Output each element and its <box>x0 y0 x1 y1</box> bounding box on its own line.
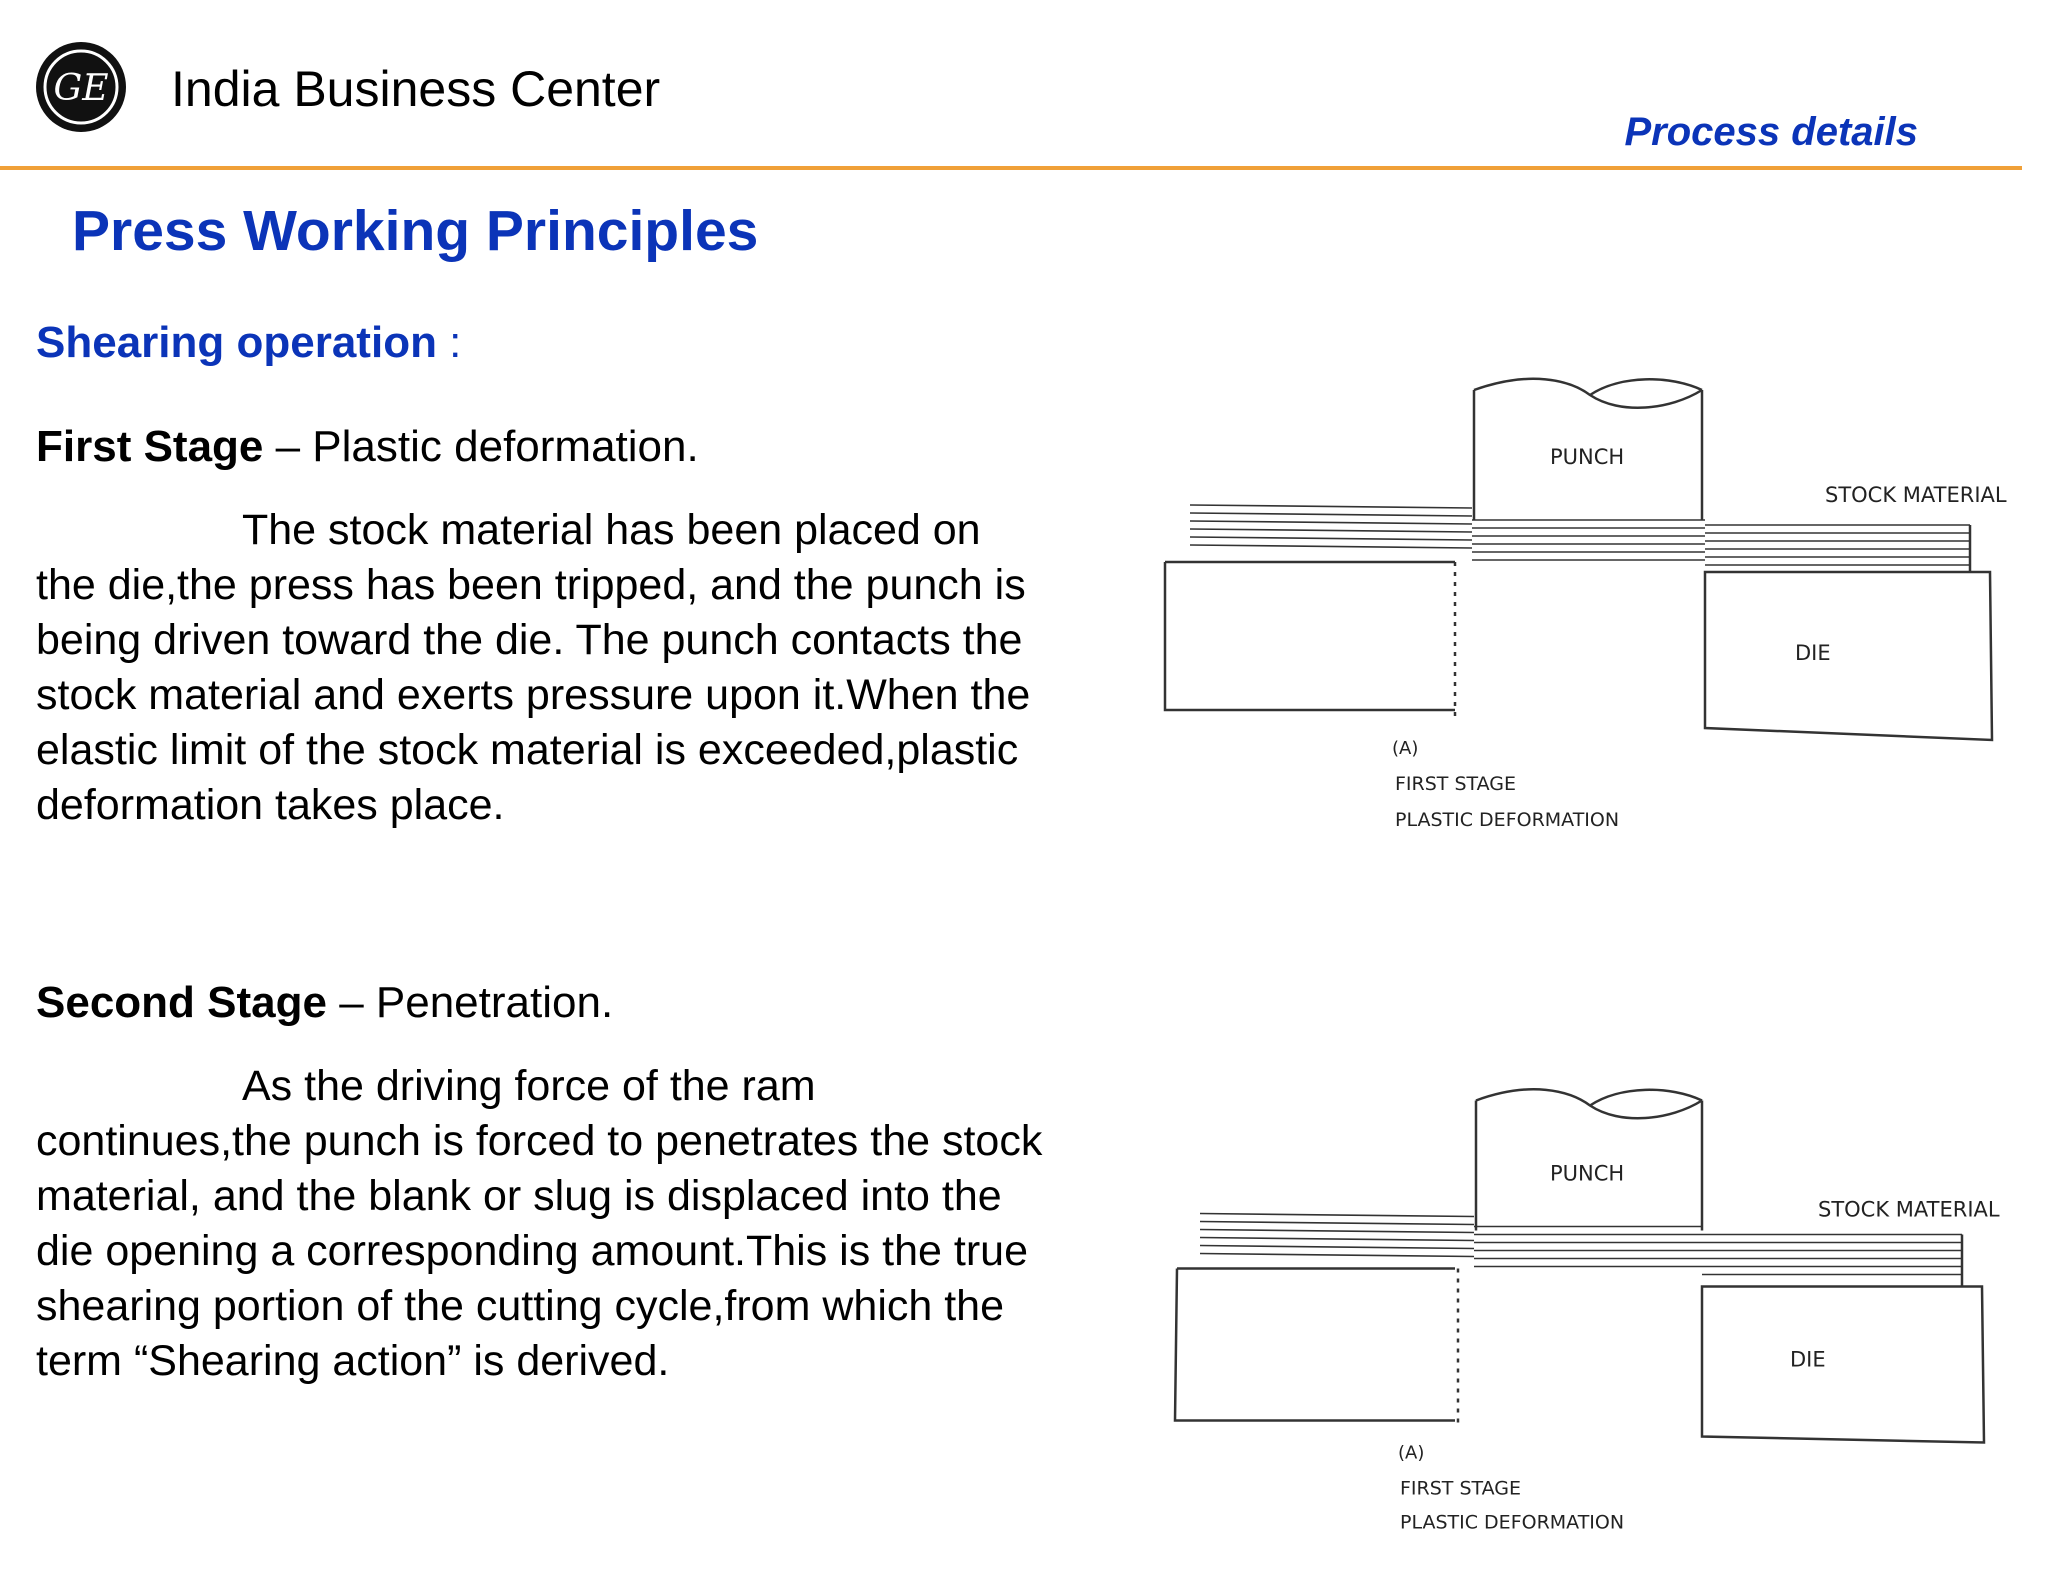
diagram-tag: (A) <box>1398 1442 1425 1464</box>
second-stage-label: Second Stage <box>36 978 327 1027</box>
subtitle <box>36 318 461 368</box>
diagram-caption: PLASTIC DEFORMATION <box>1395 809 1620 831</box>
punch-label: PUNCH <box>1550 1161 1625 1186</box>
second-stage-body: As the driving force of the ram continues,the punch is forced to penetrates the stock material, and the blank or slug is displaced into the die opening a corresponding amount.This is the true shearing portion of the cutting cycle,from which the term “Shearing action” is derived. <box>36 1062 1043 1385</box>
subtitle-text: Shearing operation <box>36 318 437 367</box>
section-label: Process details <box>1624 110 1918 154</box>
diagram-stage: FIRST STAGE <box>1395 773 1517 795</box>
diagram-stage: FIRST STAGE <box>1400 1477 1522 1500</box>
diagram-tag: (A) <box>1392 738 1419 759</box>
ge-logo <box>34 40 128 134</box>
first-stage-body: The stock material has been placed on the die,the press has been tripped, and the punch is being driven toward the die. The punch contacts the stock material and exerts pressure upon it.When the elastic limit of the stock material is exceeded,plastic deformation takes place. <box>36 506 1031 829</box>
punch-label: PUNCH <box>1550 445 1625 469</box>
second-stage-diagram <box>1150 1025 2020 1585</box>
first-stage-diagram <box>1150 340 2020 900</box>
stock-material-label: STOCK MATERIAL <box>1818 1197 2000 1222</box>
stock-material-label: STOCK MATERIAL <box>1825 483 2007 507</box>
logo-text: GE <box>53 68 109 109</box>
subtitle-colon: : <box>436 318 462 367</box>
first-stage-heading <box>36 422 699 472</box>
second-stage-suffix: – Penetration. <box>326 978 614 1027</box>
page-title: Press Working Principles <box>72 199 759 263</box>
first-stage-suffix: – Plastic deformation. <box>263 422 699 471</box>
second-stage-heading <box>36 978 613 1028</box>
die-label: DIE <box>1795 641 1831 665</box>
die-label: DIE <box>1790 1347 1826 1372</box>
first-stage-label: First Stage <box>36 422 264 471</box>
brand-name: India Business Center <box>171 61 661 117</box>
diagram-caption: PLASTIC DEFORMATION <box>1400 1511 1625 1534</box>
header-divider <box>0 166 2022 170</box>
